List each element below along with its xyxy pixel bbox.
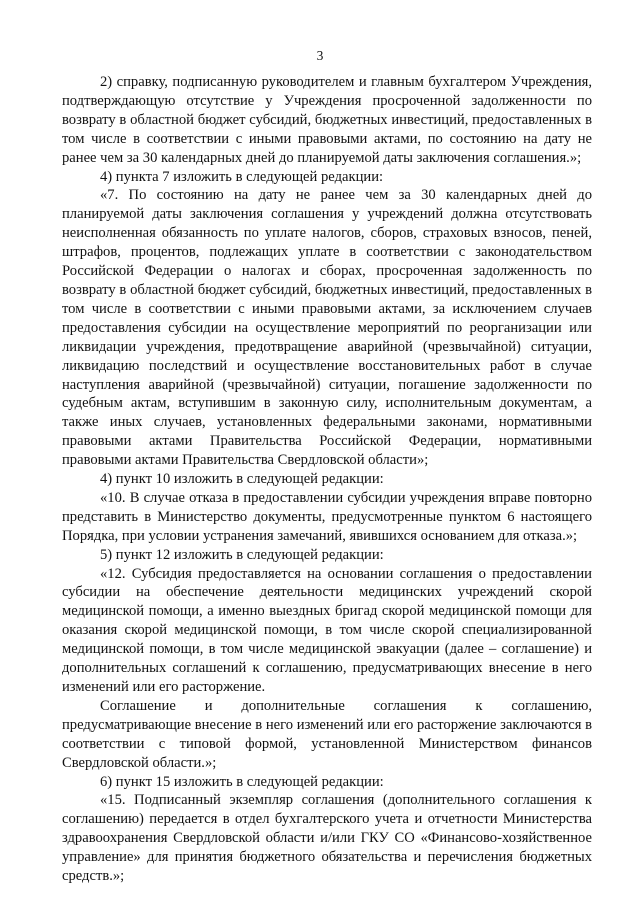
paragraph-9: 6) пункт 15 изложить в следующей редакции: — [100, 773, 384, 790]
paragraph-1: 2) справку, подписанную руководителем и главным бухгалтером Учреждения, подтверждающую отсутствие у Учреждения просроченной задолженности по возврату в областной бюджет субсидий, бюджетных инвестиций, предоставленных в том числе в соответствии с иными правовыми актами, по состоянию на дату не ранее чем за 30 календарных дней до планируемой даты заключения соглашения.»; — [62, 74, 592, 166]
paragraph-4: 4) пункт 10 изложить в следующей редакции: — [100, 471, 384, 488]
paragraph-3: «7. По состоянию на дату не ранее чем за 30 календарных дней до планируемой даты заключения соглашения у учреждений должна отсутствовать неисполненная обязанность по уплате налогов, сборов, страховых взносов, пеней, штрафов, процентов, подлежащих уплате в соответствии с законодательством Российской Федерации о налогах и сборах, просроченная задолженность по возврату в областной бюджет субсидий, бюджетных инвестиций, предоставленных в том числе в соответствии с иными правовыми актами, за исключением случаев предоставления субсидии на осуществление мероприятий по реорганизации или ликвидации учреждения, предотвращение аварийной (чрезвычайной) ситуации, ликвидацию последствий и осуществление восстановительных работ в случае наступления аварийной (чрезвычайной) ситуации, погашение задолженности по судебным актам, вступившим в законную силу, исполнительным документам, а также иных случаев, установленных федеральными законами, нормативными правовыми актами Правительства Российской Федерации, нормативными правовыми актами Правительства Свердловской области»; — [62, 187, 592, 469]
paragraph-10: «15. Подписанный экземпляр соглашения (дополнительного соглашения к соглашению) передается в отдел бухгалтерского учета и отчетности Министерства здравоохранения Свердловской области и/или ГКУ СО «Финансово-хозяйственное управление» для принятия бюджетного обязательства и перечисления бюджетных средств.»; — [62, 792, 592, 885]
paragraph-8: Соглашение и дополнительные соглашения к соглашению, предусматривающие внесение в него изменений или его расторжение заключаются в соответствии с типовой формой, установленной Министерством финансов Свердловской области.»; — [62, 697, 592, 771]
paragraph-2: 4) пункта 7 изложить в следующей редакции: — [100, 168, 384, 185]
paragraph-6: 5) пункт 12 изложить в следующей редакции: — [100, 546, 384, 563]
paragraph-5: «10. В случае отказа в предоставлении субсидии учреждения вправе повторно представить в Министерство документы, предусмотренные пунктом 6 настоящего Порядка, при условии устранения замечаний, явившихся основанием для отказа.»; — [62, 489, 592, 544]
document-body — [62, 73, 592, 886]
page-number: 3 — [316, 48, 324, 63]
paragraph-7: «12. Субсидия предоставляется на основании соглашения о предоставлении субсидии на обеспечение деятельности медицинских учреждений скорой медицинской помощи, а именно выездных бригад скорой медицинской помощи для оказания скорой медицинской помощи, в том числе скорой специализированной медицинской помощи, в том числе медицинской эвакуации (далее – соглашение) и дополнительных соглашений к соглашению, предусматривающих внесение в него изменений или его расторжение. — [62, 565, 592, 695]
